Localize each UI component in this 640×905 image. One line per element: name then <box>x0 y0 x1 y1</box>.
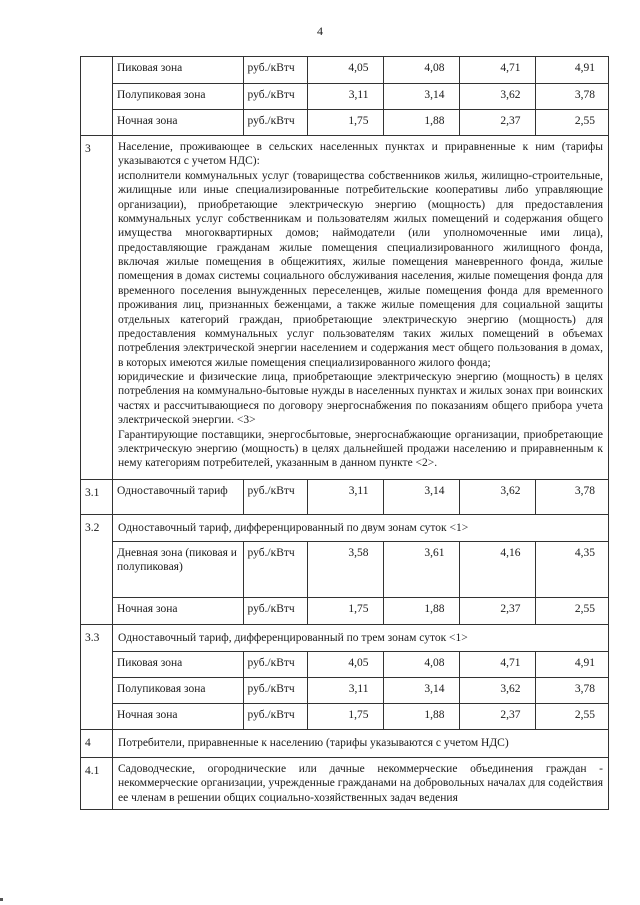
section-number: 3.3 <box>81 624 113 730</box>
value-cell: 4,91 <box>535 651 609 677</box>
row-label: Ночная зона <box>113 598 243 624</box>
value-cell: 3,11 <box>307 83 383 109</box>
zone-rows-top <box>113 57 609 135</box>
value-cell: 2,37 <box>459 109 535 135</box>
section-4-1 <box>81 757 609 809</box>
table-row <box>113 480 609 514</box>
table-row <box>113 57 609 83</box>
section-number: 4 <box>81 730 113 757</box>
value-cell: 2,37 <box>459 703 535 729</box>
section-3-3 <box>81 624 609 730</box>
paragraph: исполнители коммунальных услуг (товарищества собственников жилья, жилищно-строительные, жилищные или иные специализированные потребительские кооперативы либо управляющие организации), приобретающие электрическую энергию (мощность) для предоставления коммунальных услуг собственникам и пользователям жилых помещений и содержания общего имущества многоквартирных домов; наймодатели (или уполномоченные ими лица), предоставляющие гражданам жилые помещения специализированного жилищного фонда, включая жилые помещения в общежитиях, жилые помещения маневренного фонда, жилые помещения в домах системы социального обслуживания населения, жилые помещения фонда для временного поселения вынужденных переселенцев, жилые помещения фонда для временного проживания лиц, признанных беженцами, а также жилые помещения для социальной защиты отдельных категорий граждан, приобретающие электрическую энергию (мощность) для предоставления коммунальных услуг пользователям таких жилых помещений в объемах потребления электрической энергии населением и содержания мест общего пользования в домах, в которых имеются жилые помещения специализированного жилого фонда; <box>118 169 603 369</box>
paragraph: Население, проживающее в сельских населенных пунктах и приравненные к ним (тарифы указываются с учетом НДС): <box>118 141 603 168</box>
section-4 <box>81 730 609 757</box>
value-cell: 1,88 <box>383 598 459 624</box>
value-cell: 3,14 <box>383 83 459 109</box>
section-heading: Одноставочный тариф, дифференцированный по двум зонам суток <1> <box>118 521 469 534</box>
value-cell: 2,55 <box>574 603 595 615</box>
value-cell: 4,71 <box>459 57 535 83</box>
section-number: 4.1 <box>81 757 113 809</box>
row-label: Пиковая зона <box>113 57 243 83</box>
row-label: Пиковая зона <box>113 651 243 677</box>
row-unit: руб./кВтч <box>243 703 307 729</box>
value-cell: 1,75 <box>307 109 383 135</box>
row-label: Ночная зона <box>113 109 243 135</box>
value-cell: 3,11 <box>307 677 383 703</box>
value-cell: 4,05 <box>307 57 383 83</box>
value-cell: 4,05 <box>307 651 383 677</box>
section-3-2 <box>81 514 609 624</box>
section-3-description <box>113 136 608 479</box>
table-row <box>113 703 609 729</box>
paragraph: Гарантирующие поставщики, энергосбытовые, энергоснабжающие организации, приобретающие электрическую энергию (мощность) в целях дальнейшей продажи населению и приравненным к нему категориям потребителей, указанным в данном пункте <2>. <box>118 428 603 470</box>
row-unit: руб./кВтч <box>243 83 307 109</box>
table-row <box>113 598 609 624</box>
section-4-1-description: Садоводческие, огороднические или дачные некоммерческие объединения граждан - некоммерческие организации, учрежденные гражданами на добровольных началах для содействия ее членам в решении общих социально-хозяйственных задач ведения <box>118 762 603 804</box>
row-label: Дневная зона (пиковая и полупиковая) <box>113 542 243 598</box>
value-cell: 4,91 <box>535 57 609 83</box>
value-cell: 3,14 <box>383 677 459 703</box>
value-cell: 3,61 <box>383 542 459 598</box>
value-cell: 3,62 <box>459 677 535 703</box>
table-row <box>113 677 609 703</box>
section-3 <box>81 136 609 480</box>
table-row <box>113 542 609 598</box>
row-unit: руб./кВтч <box>243 677 307 703</box>
row-label: Ночная зона <box>113 703 243 729</box>
value-cell: 3,78 <box>535 677 609 703</box>
row-unit: руб./кВтч <box>243 109 307 135</box>
value-cell: 3,11 <box>307 480 383 514</box>
value-cell: 3,78 <box>535 83 609 109</box>
row-label: Полупиковая зона <box>113 83 243 109</box>
row-label: Полупиковая зона <box>113 677 243 703</box>
section-heading: Одноставочный тариф, дифференцированный по трем зонам суток <1> <box>118 631 468 644</box>
table-row <box>113 109 609 135</box>
value-cell: 3,58 <box>307 542 383 598</box>
section-number: 3.1 <box>81 479 113 514</box>
scan-mark <box>0 898 3 901</box>
row-unit: руб./кВтч <box>243 57 307 83</box>
value-cell: 4,16 <box>459 542 535 598</box>
value-cell: 3,62 <box>459 480 535 514</box>
paragraph: юридические и физические лица, приобретающие электрическую энергию (мощность) в целях потребления на коммунально-бытовые нужды в населенных пунктах и жилых зонах при воинских частях и рассчитывающиеся по договору энергоснабжения по показаниям общего прибора учета электрической энергии. <3> <box>118 371 603 427</box>
value-cell: 2,37 <box>459 598 535 624</box>
row-unit: руб./кВтч <box>243 480 307 514</box>
section-3-1 <box>81 479 609 514</box>
table-row <box>113 83 609 109</box>
tariff-table <box>80 56 609 810</box>
value-cell: 1,75 <box>307 703 383 729</box>
value-cell: 2,55 <box>574 114 595 127</box>
value-cell: 4,08 <box>383 651 459 677</box>
section-number: 3.2 <box>81 514 113 624</box>
value-cell: 1,88 <box>383 109 459 135</box>
value-cell: 3,78 <box>574 484 595 497</box>
value-cell: 4,08 <box>383 57 459 83</box>
row-unit: руб./кВтч <box>243 542 307 598</box>
continuation-block <box>81 57 609 136</box>
table-row <box>113 651 609 677</box>
value-cell: 4,35 <box>535 542 609 598</box>
value-cell: 3,62 <box>459 83 535 109</box>
value-cell: 3,14 <box>383 480 459 514</box>
page-number: 4 <box>317 24 323 38</box>
section-number: 3 <box>81 136 113 480</box>
section-heading: Потребители, приравненные к населению (тарифы указываются с учетом НДС) <box>118 737 509 750</box>
value-cell: 4,71 <box>459 651 535 677</box>
row-unit: руб./кВтч <box>243 651 307 677</box>
value-cell: 1,88 <box>383 703 459 729</box>
value-cell: 1,75 <box>307 598 383 624</box>
row-label: Одноставочный тариф <box>113 480 243 514</box>
row-unit: руб./кВтч <box>243 598 307 624</box>
value-cell: 2,55 <box>574 708 595 721</box>
